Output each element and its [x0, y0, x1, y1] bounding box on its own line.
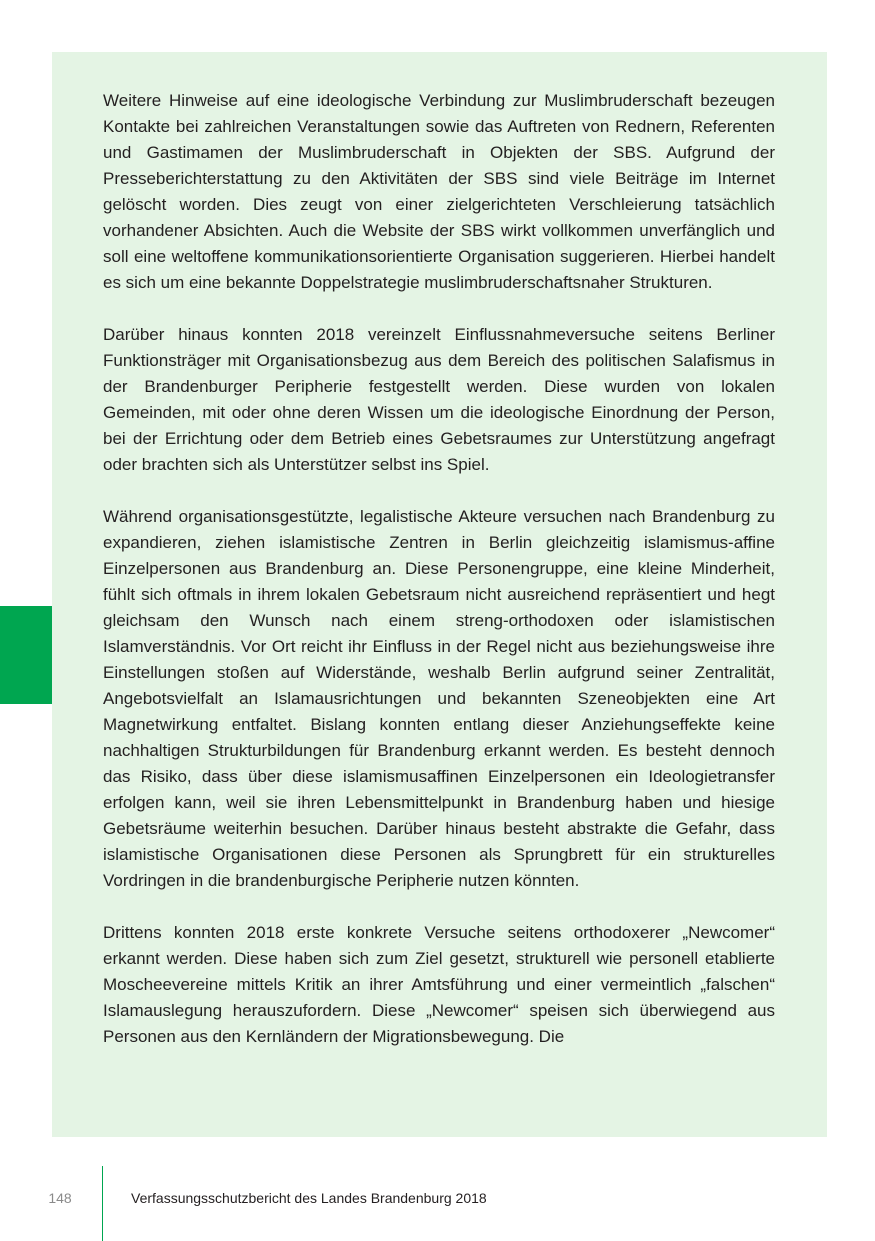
footer-divider — [102, 1166, 103, 1241]
footer-title: Verfassungsschutzbericht des Landes Brandenburg 2018 — [131, 1190, 487, 1206]
paragraph-newcomer: Drittens konnten 2018 erste konkrete Versuche seitens orthodoxerer „Newcomer“ erkannt werden. Diese haben sich zum Ziel gesetzt, strukturell wie personell etablierte Moscheevereine mittels Kritik an ihrer Amtsführung und einer vermeintlich „falschen“ Islamauslegung herauszufordern. Diese „Newcomer“ speisen sich überwiegend aus Personen aus den Kernländern der Migrationsbewegung. Die — [103, 923, 775, 1046]
paragraph-muslimbruderschaft: Weitere Hinweise auf eine ideologische Verbindung zur Muslimbruderschaft bezeugen Kontakte bei zahlreichen Veranstaltungen sowie das Auftreten von Rednern, Referenten und Gastimamen der Muslimbruderschaft in Objekten der SBS. Aufgrund der Presseberichterstattung zu den Aktivitäten der SBS sind viele Beiträge im Internet gelöscht worden. Dies zeugt von einer zielgerichteten Verschleierung tatsächlich vorhandener Absichten. Auch die Website der SBS wirkt vollkommen unverfänglich und soll eine weltoffene kommunikationsorientierte Organisation suggerieren. Hierbei handelt es sich um eine bekannte Doppelstrategie muslimbruderschaftsnaher Strukturen. — [103, 91, 775, 292]
page-number: 148 — [48, 1190, 72, 1206]
paragraph-einflussnahme: Darüber hinaus konnten 2018 vereinzelt Einflussnahmeversuche seitens Berliner Funktionsträger mit Organisationsbezug aus dem Bereich des politischen Salafismus in der Brandenburger Peripherie festgestellt werden. Diese wurden von lokalen Gemeinden, mit oder ohne deren Wissen um die ideologische Einordnung der Person, bei der Errichtung oder dem Betrieb eines Gebetsraumes zur Unterstützung angefragt oder brachten sich als Unterstützer selbst ins Spiel. — [103, 325, 775, 474]
paragraph-organisationsgestuetzte-akteure: Während organisationsgestützte, legalistische Akteure versuchen nach Brandenburg zu expandieren, ziehen islamistische Zentren in Berlin gleichzeitig islamismus-affine Einzelpersonen aus Brandenburg an. Diese Personengruppe, eine kleine Minderheit, fühlt sich oftmals in ihrem lokalen Gebetsraum nicht ausreichend repräsentiert und hegt gleichsam den Wunsch nach einem streng-orthodoxen oder islamistischen Islamverständnis. Vor Ort reicht ihr Einfluss in der Regel nicht aus beziehungsweise ihre Einstellungen stoßen auf Widerstände, weshalb Berlin aufgrund seiner Zentralität, Angebotsvielfalt an Islamausrichtungen und bekannten Szeneobjekten eine Art Magnetwirkung entfaltet. Bislang konnten entlang dieser Anziehungseffekte keine nachhaltigen Strukturbildungen für Brandenburg erkannt werden. Es besteht dennoch das Risiko, dass über diese islamismusaffinen Einzelpersonen ein Ideologietransfer erfolgen kann, weil sie ihren Lebensmittelpunkt in Brandenburg haben und hiesige Gebetsräume weiterhin besuchen. Darüber hinaus besteht abstrakte die Gefahr, dass islamistische Organisationen diese Personen als Sprungbrett für ein strukturelles Vordringen in die brandenburgische Peripherie nutzen könnten. — [103, 507, 775, 890]
chapter-side-tab — [0, 606, 52, 704]
content-box — [52, 52, 827, 1137]
text-column — [103, 88, 775, 1076]
